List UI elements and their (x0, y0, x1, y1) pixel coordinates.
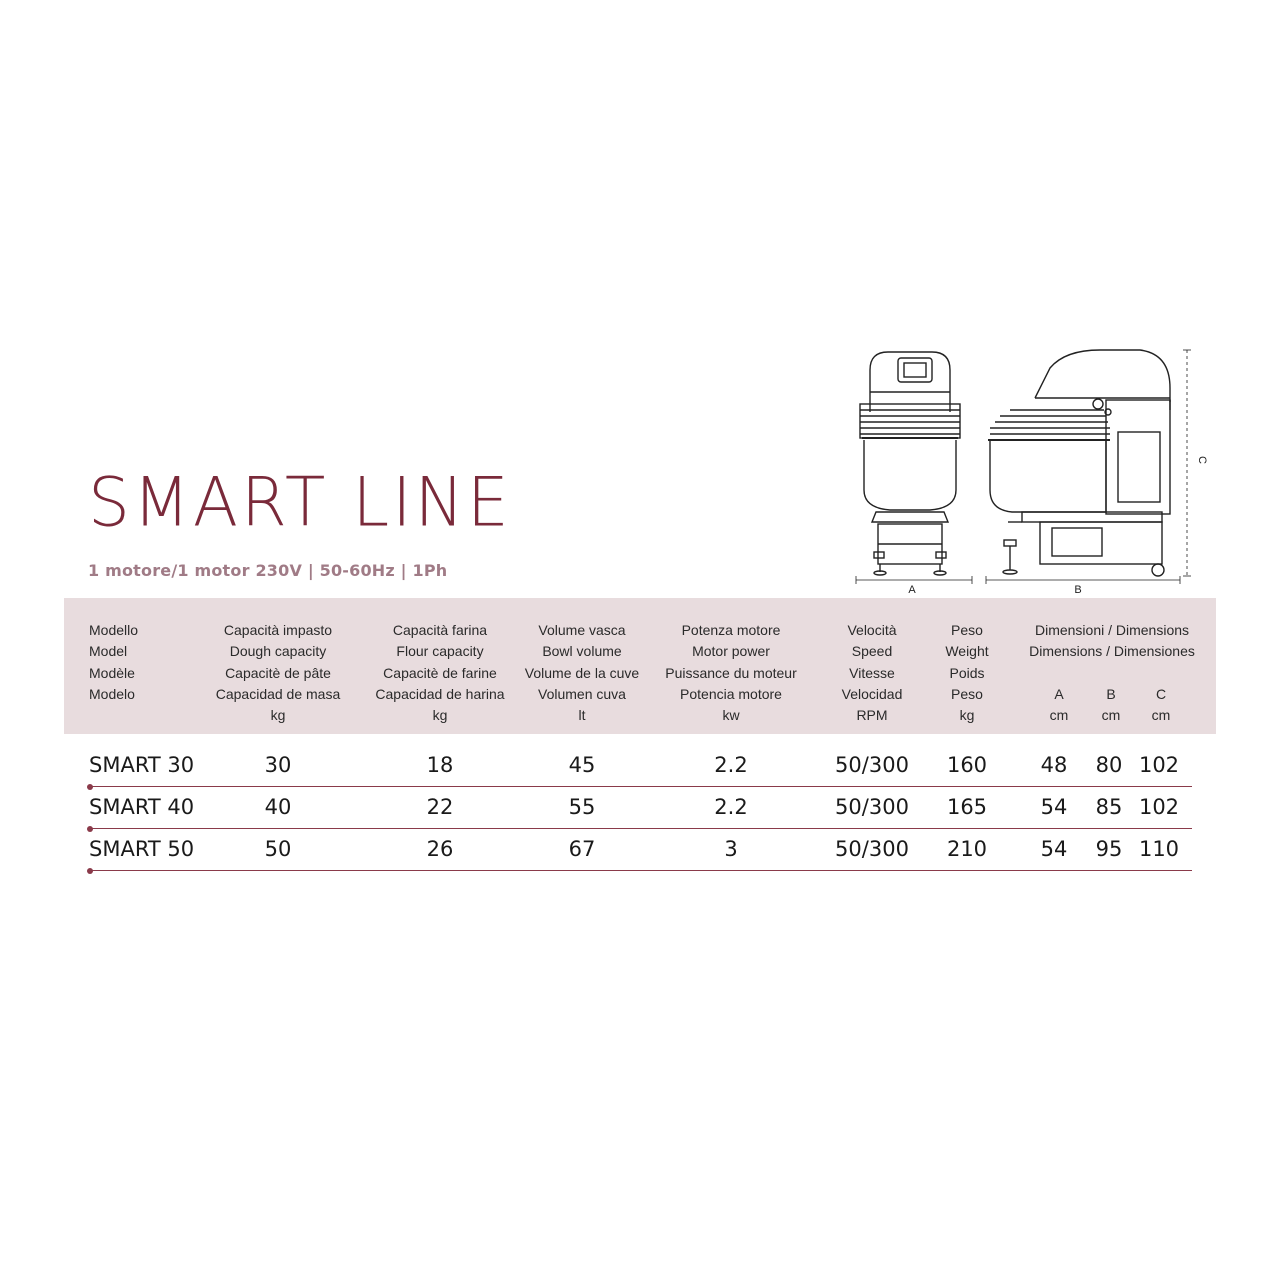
cell-flour: 22 (426, 795, 454, 819)
header-dough-capacity: Capacità impasto Dough capacity Capacitè de pâte Capacidad de masa kg (215, 622, 341, 724)
cell-speed: 50/300 (835, 837, 909, 861)
mixer-front-view (860, 352, 960, 575)
dimension-lines (856, 350, 1191, 584)
row-divider (90, 828, 1192, 829)
cell-weight: 160 (946, 753, 988, 777)
cell-dim-c: 102 (1138, 795, 1180, 819)
cell-flour: 26 (426, 837, 454, 861)
row-divider (90, 870, 1192, 871)
header-motor-power: Potenza motore Motor power Puissance du moteur Potencia motore kw (665, 622, 797, 724)
cell-speed: 50/300 (835, 753, 909, 777)
header-dim-a: A cm (1049, 686, 1069, 724)
cell-dim-a: 54 (1040, 795, 1068, 819)
cell-dim-a: 48 (1040, 753, 1068, 777)
header-model: Modello Model Modèle Modelo (89, 622, 139, 702)
header-weight: Peso Weight Poids Peso kg (945, 622, 989, 724)
cell-dim-b: 95 (1095, 837, 1123, 861)
cell-model: SMART 40 (89, 795, 195, 819)
header-dim-b: B cm (1101, 686, 1121, 724)
electrical-spec-subtitle: 1 motore/1 motor 230V | 50-60Hz | 1Ph (88, 561, 448, 580)
row-divider-dot (87, 784, 93, 790)
row-divider (90, 786, 1192, 787)
header-speed: Velocità Speed Vitesse Velocidad RPM (841, 622, 903, 724)
header-flour-capacity: Capacità farina Flour capacity Capacitè de farine Capacidad de harina kg (375, 622, 505, 724)
cell-model: SMART 50 (89, 837, 195, 861)
header-dimensions: Dimensioni / Dimensions Dimensions / Dimensiones (1029, 622, 1195, 660)
cell-weight: 210 (946, 837, 988, 861)
cell-power: 3 (724, 837, 738, 861)
row-divider-dot (87, 868, 93, 874)
cell-dough: 30 (264, 753, 292, 777)
cell-power: 2.2 (714, 795, 748, 819)
cell-dim-b: 80 (1095, 753, 1123, 777)
dimension-label-a: A (908, 584, 916, 596)
cell-model: SMART 30 (89, 753, 195, 777)
cell-dim-b: 85 (1095, 795, 1123, 819)
header-dim-c: C cm (1151, 686, 1171, 724)
mixer-technical-drawing (840, 340, 1210, 600)
row-divider-dot (87, 826, 93, 832)
cell-dim-c: 102 (1138, 753, 1180, 777)
cell-bowl: 55 (568, 795, 596, 819)
cell-dough: 40 (264, 795, 292, 819)
cell-dim-a: 54 (1040, 837, 1068, 861)
cell-power: 2.2 (714, 753, 748, 777)
page-title: SMART LINE (88, 463, 512, 542)
cell-dim-c: 110 (1138, 837, 1180, 861)
dimension-label-c: C (1196, 456, 1208, 464)
cell-weight: 165 (946, 795, 988, 819)
cell-dough: 50 (264, 837, 292, 861)
cell-bowl: 45 (568, 753, 596, 777)
mixer-side-view (988, 350, 1170, 576)
header-bowl-volume: Volume vasca Bowl volume Volume de la cuve Volumen cuva lt (524, 622, 640, 724)
cell-speed: 50/300 (835, 795, 909, 819)
cell-bowl: 67 (568, 837, 596, 861)
cell-flour: 18 (426, 753, 454, 777)
dimension-label-b: B (1074, 584, 1082, 596)
